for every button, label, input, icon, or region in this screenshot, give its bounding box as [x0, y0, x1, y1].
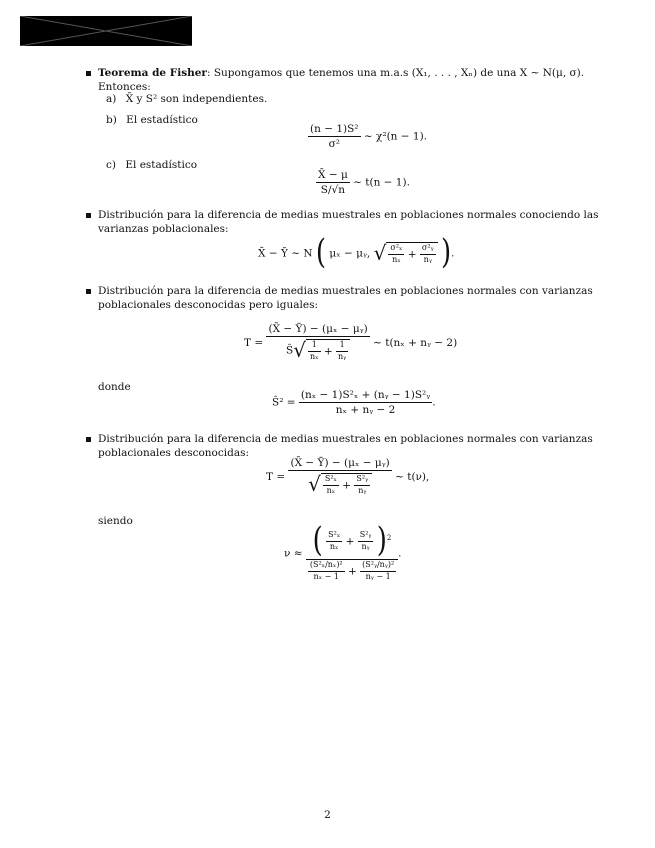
fisher-a [106, 92, 267, 106]
bullet [86, 437, 91, 442]
fisher-b-equation [308, 122, 427, 151]
equation-lhs: Ŝ² = [272, 396, 296, 409]
redaction-cross [20, 16, 192, 46]
plus-sign: + [347, 565, 357, 578]
fraction-numerator: S²ᵧ [354, 474, 370, 486]
known-var-text: Distribución para la diferencia de medias muestrales en poblaciones normales conociendo las varianzas poblacionales: [98, 209, 599, 236]
fraction-numerator: (X̄ − Ȳ) − (μₓ − μᵧ) [288, 456, 391, 471]
fraction-numerator: S²ₓ [323, 474, 339, 486]
fraction-denominator: nₓ [329, 542, 339, 552]
equation-lhs: T = [266, 471, 286, 484]
fisher-title: Teorema de Fisher [98, 67, 207, 79]
fraction-numerator: (nₓ − 1)S²ₓ + (nᵧ − 1)S²ᵧ [299, 388, 432, 403]
bullet [86, 213, 91, 218]
period: . [451, 247, 455, 260]
equation-lhs: ν ≈ [284, 547, 303, 560]
fraction-denominator: nᵧ − 1 [365, 571, 391, 581]
fraction-numerator: σ²ᵧ [420, 243, 436, 255]
s-hat: Ŝ [286, 344, 294, 357]
item-text: El estadístico [126, 114, 198, 126]
bullet [86, 289, 91, 294]
item-label: c) [106, 159, 116, 171]
fisher-b [106, 113, 198, 127]
fraction-numerator: (S²ₓ/nₓ)² [308, 560, 345, 572]
donde-label: donde [98, 381, 131, 393]
fraction-numerator: 1 [308, 340, 321, 352]
welch-df-equation [284, 521, 402, 583]
fraction-numerator: 1 [336, 340, 348, 352]
plus-sign: + [345, 535, 355, 548]
equation-lhs: T = [244, 337, 264, 350]
equal-var-item [86, 284, 606, 312]
welch-equation [266, 456, 429, 498]
fraction-denominator: nₓ [392, 254, 401, 264]
fraction-denominator: nₓ [309, 351, 319, 361]
equal-var-equation [244, 322, 457, 364]
pooled-variance-equation [272, 388, 436, 417]
mu-diff: μₓ − μᵧ, [329, 247, 371, 260]
equation-rhs: ∼ t(n − 1). [353, 176, 410, 189]
page-number: 2 [324, 809, 331, 821]
fraction-denominator: S/√n [320, 184, 345, 197]
fraction-numerator: (S²ᵧ/nᵧ)² [360, 560, 396, 572]
fraction-denominator: Ŝ√ $\frac{1}{\text{nₓ}}$ + $\frac{1}{\text{nᵧ}}$ [266, 337, 369, 364]
known-var-item [86, 208, 606, 236]
fraction-numerator: X̄ − μ [316, 168, 350, 183]
fraction-numerator: (X̄ − Ȳ) − (μₓ − μᵧ) [266, 322, 369, 337]
item-text: El estadístico [125, 159, 198, 171]
equation-rhs: ∼ t(ν), [395, 471, 430, 484]
fraction-numerator: S²ₓ [326, 530, 342, 542]
fisher-c [106, 158, 197, 172]
fraction-numerator: σ²ₓ [388, 243, 404, 255]
plus-sign: + [323, 345, 333, 358]
fisher-c-equation [316, 168, 410, 197]
equation-rhs: ∼ χ²(n − 1). [363, 130, 428, 143]
fraction-denominator: √ $\frac{\text{S²ₓ}}{\text{nₓ}}$ + $\frac{\text{S²ᵧ}}{\text{nᵧ}}$ [288, 471, 391, 498]
fraction-numerator: ( $\frac{\text{S²ₓ}}{\text{nₓ}}$ + $\frac{\text{S²ᵧ}}{\text{nᵧ}}$ )$^2$ [306, 524, 398, 560]
unequal-var-text: Distribución para la diferencia de medias muestrales en poblaciones normales con varianzas poblacionales desconocidas: [98, 433, 593, 460]
item-label: a) [106, 93, 117, 105]
bullet [86, 71, 91, 76]
equation-lhs: X̄ − Ȳ ∼ N [258, 247, 313, 260]
plus-sign: + [342, 479, 352, 492]
period: . [398, 547, 402, 560]
fraction-denominator: σ² [328, 138, 340, 151]
fraction-denominator: nᵧ [358, 485, 367, 495]
equation-rhs: ∼ t(nₓ + nᵧ − 2) [373, 337, 458, 350]
fraction-numerator: S²ᵧ [358, 530, 374, 542]
redaction-box [20, 16, 192, 46]
siendo-label: siendo [98, 515, 133, 527]
equal-var-text: Distribución para la diferencia de medias muestrales en poblaciones normales con varianzas poblacionales desconocidas pero iguales: [98, 285, 593, 312]
fisher-item [86, 66, 606, 94]
fraction-numerator: (n − 1)S² [308, 122, 361, 137]
known-var-equation: X̄ − Ȳ ∼ N ( μₓ − μᵧ, √ $\frac{\text{σ²ₓ}}{\text{nₓ}}$ + $\frac{\text{σ²ᵧ}}{\text{nᵧ}}$ ). [258, 233, 455, 273]
fisher-text: : Supongamos que tenemos una m.a.s (X₁, . . . , Xₙ) de una X ∼ N(μ, σ). Entonces: [98, 67, 585, 94]
fraction-denominator: nᵧ [423, 254, 432, 264]
fraction-denominator: nᵧ [338, 351, 347, 361]
item-text: X̄ y S² son independientes. [125, 93, 268, 105]
plus-sign: + [407, 248, 417, 261]
fraction-denominator: nₓ + nᵧ − 2 [335, 404, 396, 417]
fraction-denominator: nₓ − 1 [313, 571, 339, 581]
fraction-denominator: nᵧ [361, 542, 370, 552]
period: . [432, 396, 436, 409]
fraction-denominator: nₓ [326, 485, 336, 495]
exponent: 2 [386, 534, 392, 543]
item-label: b) [106, 114, 117, 126]
